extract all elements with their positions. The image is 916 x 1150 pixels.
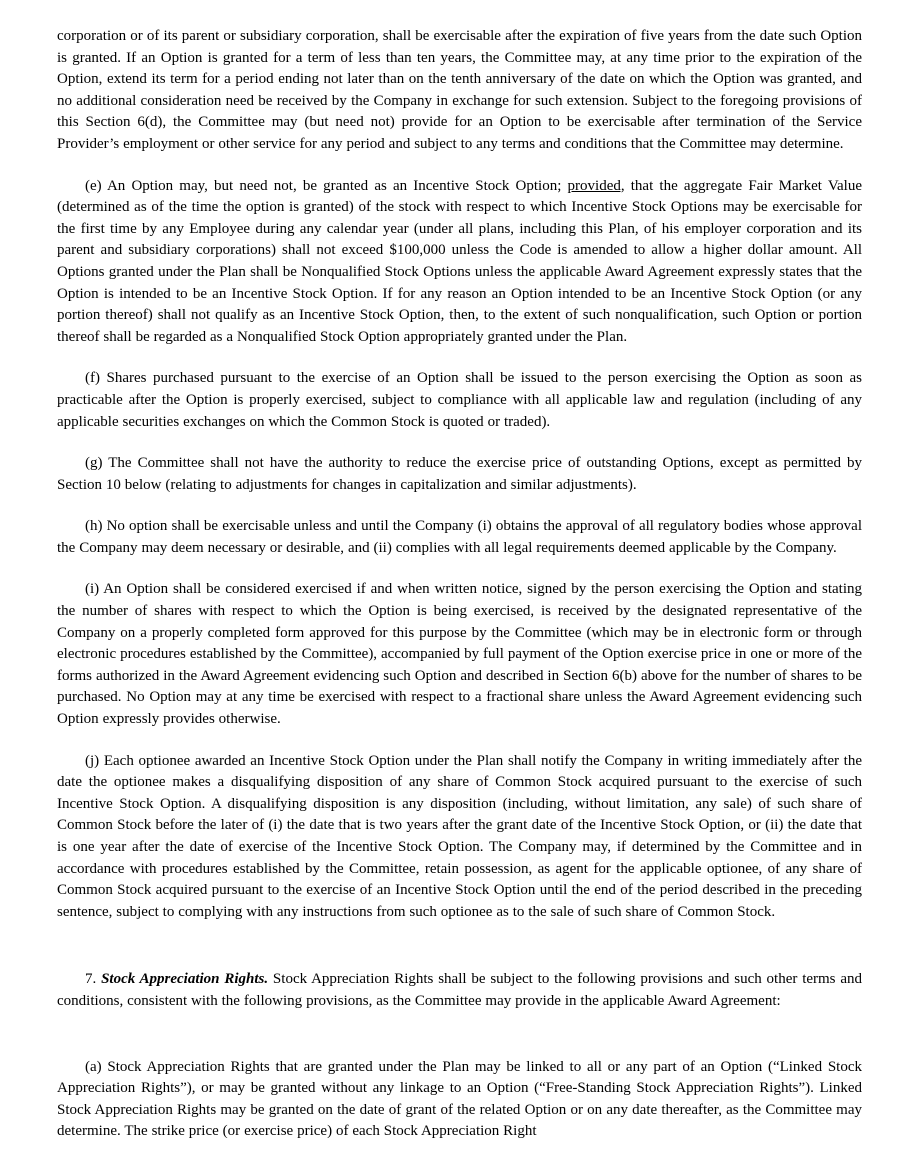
emphasis-underline-provided: provided, [567,177,625,194]
paragraph-f [57,368,862,433]
section-spacer-before [57,923,862,969]
paragraph-text: (h) No option shall be exercisable unless and until the Company (i) obtains the approval of all regulatory bodies whose approval the Company may deem necessary or desirable, and (ii) complies with all legal requirements deemed applicable by the Company. [57,518,862,556]
paragraph-spacer [57,433,862,453]
paragraph-text: corporation or of its parent or subsidiary corporation, shall be exercisable after the expiration of five years from the date such Option is granted. If an Option is granted for a term of less than ten years, the Committee may, at any time prior to the expiration of the Option, extend its term for a period ending not later than on the tenth anniversary of the date on which the Option was granted, and no additional consideration need be received by the Company in exchange for such extension. Subject to the foregoing provisions of this Section 6(d), the Committee may (but need not) provide for an Option to be exercisable after termination of the Service Provider’s employment or other service for any period and subject to any terms and conditions that the Committee may determine. [57,28,862,152]
document-text-column [57,26,862,1143]
section-number: 7. [85,971,102,988]
paragraph-continuation [57,26,862,156]
paragraph-spacer [57,156,862,176]
paragraph-spacer [57,559,862,579]
paragraph-text-after: that the aggregate Fair Market Value (determined as of the time the option is granted) of the stock with respect to which Incentive Stock Options may be exercisable for the first time by any Employee during any calendar year (under all plans, including this Plan, of his employer corporation and its parent and subsidiary corporations) shall not exceed $100,000 unless the Code is amended to allow a higher dollar amount. All Options granted under the Plan shall be Nonqualified Stock Options unless the applicable Award Agreement expressly states that the Option is intended to be an Incentive Stock Option. If for any reason an Option intended to be an Incentive Stock Option (or any portion thereof) shall not qualify as an Incentive Stock Option, then, to the extent of such nonqualification, such Option or portion thereof shall be regarded as a Nonqualified Stock Option appropriately granted under the Plan. [57,177,862,345]
paragraph-j [57,751,862,924]
paragraph-i [57,579,862,730]
paragraph-a [57,1057,862,1143]
paragraph-text: (g) The Committee shall not have the authority to reduce the exercise price of outstanding Options, except as permitted by Section 10 below (relating to adjustments for changes in capitalization and similar adjustments). [57,455,862,493]
paragraph-text: (a) Stock Appreciation Rights that are granted under the Plan may be linked to all or any part of an Option (“Linked Stock Appreciation Rights”), or may be granted without any linkage to an Option (“Free-Standing Stock Appreciation Rights”). Linked Stock Appreciation Rights may be granted on the date of grant of the related Option or on any date thereafter, as the Committee may determine. The strike price (or exercise price) of each Stock Appreciation Right [57,1058,862,1140]
section-heading-7 [57,969,862,1012]
section-text-after: Stock Appreciation Rights shall be subject to the following provisions and such other terms and conditions, consistent with the following provisions, as the Committee may provide in the applicable Award Agreement: [57,971,862,1009]
paragraph-e [57,176,862,349]
section-title-stock-appreciation-rights: Stock Appreciation Rights. [101,971,269,988]
paragraph-text-before: (e) An Option may, but need not, be granted as an Incentive Stock Option; [85,177,568,194]
paragraph-spacer [57,496,862,516]
paragraph-g [57,453,862,496]
section-spacer-after [57,1013,862,1057]
paragraph-spacer [57,731,862,751]
paragraph-h [57,516,862,559]
paragraph-text: (j) Each optionee awarded an Incentive Stock Option under the Plan shall notify the Company in writing immediately after the date the optionee makes a disqualifying disposition of any share of Common Stock acquired pursuant to the exercise of such Incentive Stock Option. A disqualifying disposition is any disposition (including, without limitation, any sale) of such share of Common Stock before the later of (i) the date that is two years after the grant date of the Incentive Stock Option, or (ii) the date that is one year after the date of exercise of the Incentive Stock Option. The Company may, if determined by the Committee and in accordance with procedures established by the Committee, retain possession, as agent for the applicable optionee, of any share of Common Stock acquired pursuant to the exercise of an Incentive Stock Option until the end of the period described in the preceding sentence, subject to complying with any instructions from such optionee as to the sale of such share of Common Stock. [57,752,862,920]
paragraph-spacer [57,348,862,368]
paragraph-text: (i) An Option shall be considered exercised if and when written notice, signed by the person exercising the Option and stating the number of shares with respect to which the Option is being exercised, is received by the designated representative of the Company on a properly completed form approved for this purpose by the Committee (which may be in electronic form or through electronic procedures established by the Committee), accompanied by full payment of the Option exercise price in one or more of the forms authorized in the Award Agreement evidencing such Option and described in Section 6(b) above for the number of shares to be purchased. No Option may at any time be exercised with respect to a fractional share unless the Award Agreement evidencing such Option expressly provides otherwise. [57,581,862,728]
paragraph-text: (f) Shares purchased pursuant to the exercise of an Option shall be issued to the person exercising the Option as soon as practicable after the Option is properly exercised, subject to compliance with all applicable law and regulation (including of any applicable securities exchanges on which the Common Stock is quoted or traded). [57,370,862,430]
